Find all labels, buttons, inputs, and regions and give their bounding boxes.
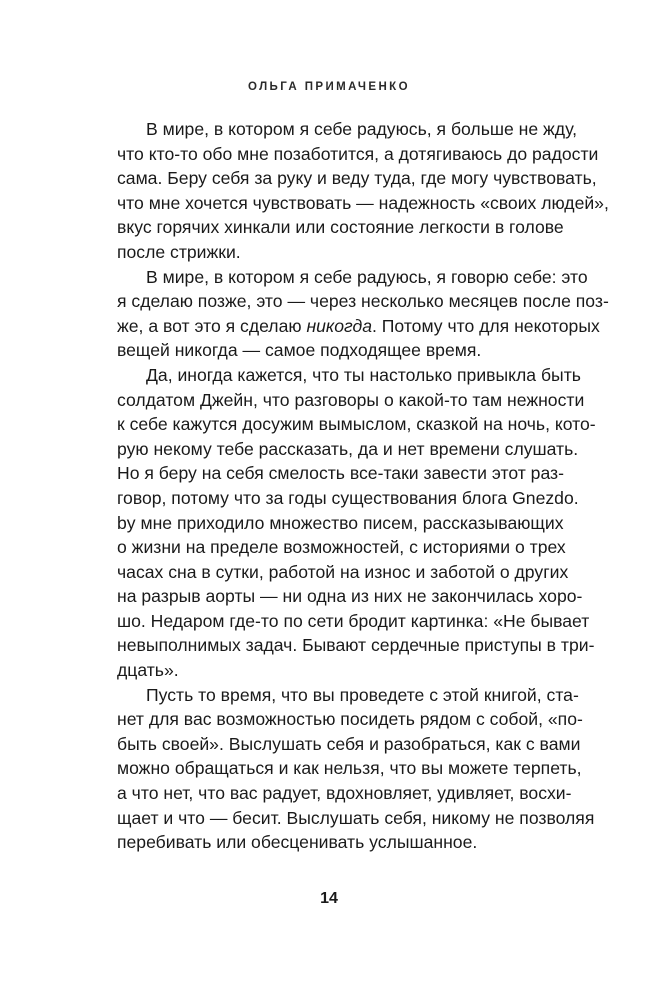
text-line: быть своей». Выслушать себя и разобраться, как с вами bbox=[117, 733, 581, 754]
body-text bbox=[117, 117, 609, 855]
text-line: сама. Беру себя за руку и веду туда, где могу чувствовать, bbox=[117, 168, 597, 189]
text-line: шо. Недаром где-то по сети бродит картинка: «Не бывает bbox=[117, 610, 590, 631]
text-line: что мне хочется чувствовать — надежность «своих людей», bbox=[117, 192, 609, 213]
text-line: к себе кажутся досужим вымыслом, сказкой на ночь, кото- bbox=[117, 414, 596, 435]
text-line: Пусть то время, что вы проведете с этой книгой, ста- bbox=[146, 684, 579, 705]
text-line: солдатом Джейн, что разговоры о какой-то там нежности bbox=[117, 389, 585, 410]
text-line: говор, потому что за годы существования блога Gnezdo. bbox=[117, 487, 579, 508]
text-line: после стрижки. bbox=[117, 241, 241, 262]
emphasis: никогда bbox=[306, 315, 372, 336]
text-line: Да, иногда кажется, что ты настолько привыкла быть bbox=[146, 364, 581, 385]
text-line: часах сна в сутки, работой на износ и заботой о других bbox=[117, 561, 569, 582]
text-line: рую некому тебе рассказать, да и нет времени слушать. bbox=[117, 438, 579, 459]
text-line: о жизни на пределе возможностей, с историями о трех bbox=[117, 537, 566, 558]
text-line: нет для вас возможностью посидеть рядом с собой, «по- bbox=[117, 709, 583, 730]
page-number: 14 bbox=[320, 890, 338, 907]
text-line: же, а вот это я сделаю никогда. Потому что для некоторых bbox=[117, 315, 600, 336]
running-header-author: ОЛЬГА ПРИМАЧЕНКО bbox=[248, 81, 410, 93]
text-line: щает и что — бесит. Выслушать себя, никому не позволяя bbox=[117, 807, 595, 828]
text-line: можно обращаться и как нельзя, что вы можете терпеть, bbox=[117, 758, 582, 779]
text-line: а что нет, что вас радует, вдохновляет, удивляет, восхи- bbox=[117, 783, 572, 804]
text-line: я сделаю позже, это — через несколько месяцев после поз- bbox=[117, 291, 609, 312]
text-line: by мне приходило множество писем, рассказывающих bbox=[117, 512, 564, 533]
text-line: дцать». bbox=[117, 660, 179, 681]
text-line: что кто-то обо мне позаботится, а дотягиваюсь до радости bbox=[117, 143, 599, 164]
text-line: вкус горячих хинкали или состояние легкости в голове bbox=[117, 217, 564, 238]
text-line: В мире, в котором я себе радуюсь, я говорю себе: это bbox=[146, 266, 588, 287]
text-line: невыполнимых задач. Бывают сердечные приступы в три- bbox=[117, 635, 595, 656]
text-line: на разрыв аорты — ни одна из них не закончилась хоро- bbox=[117, 586, 583, 607]
text-line: вещей никогда — самое подходящее время. bbox=[117, 340, 482, 361]
text-line: Но я беру на себя смелость все-таки завести этот раз- bbox=[117, 463, 564, 484]
text-line: В мире, в котором я себе радуюсь, я больше не жду, bbox=[146, 119, 577, 139]
text-line: перебивать или обесценивать услышанное. bbox=[117, 832, 478, 853]
